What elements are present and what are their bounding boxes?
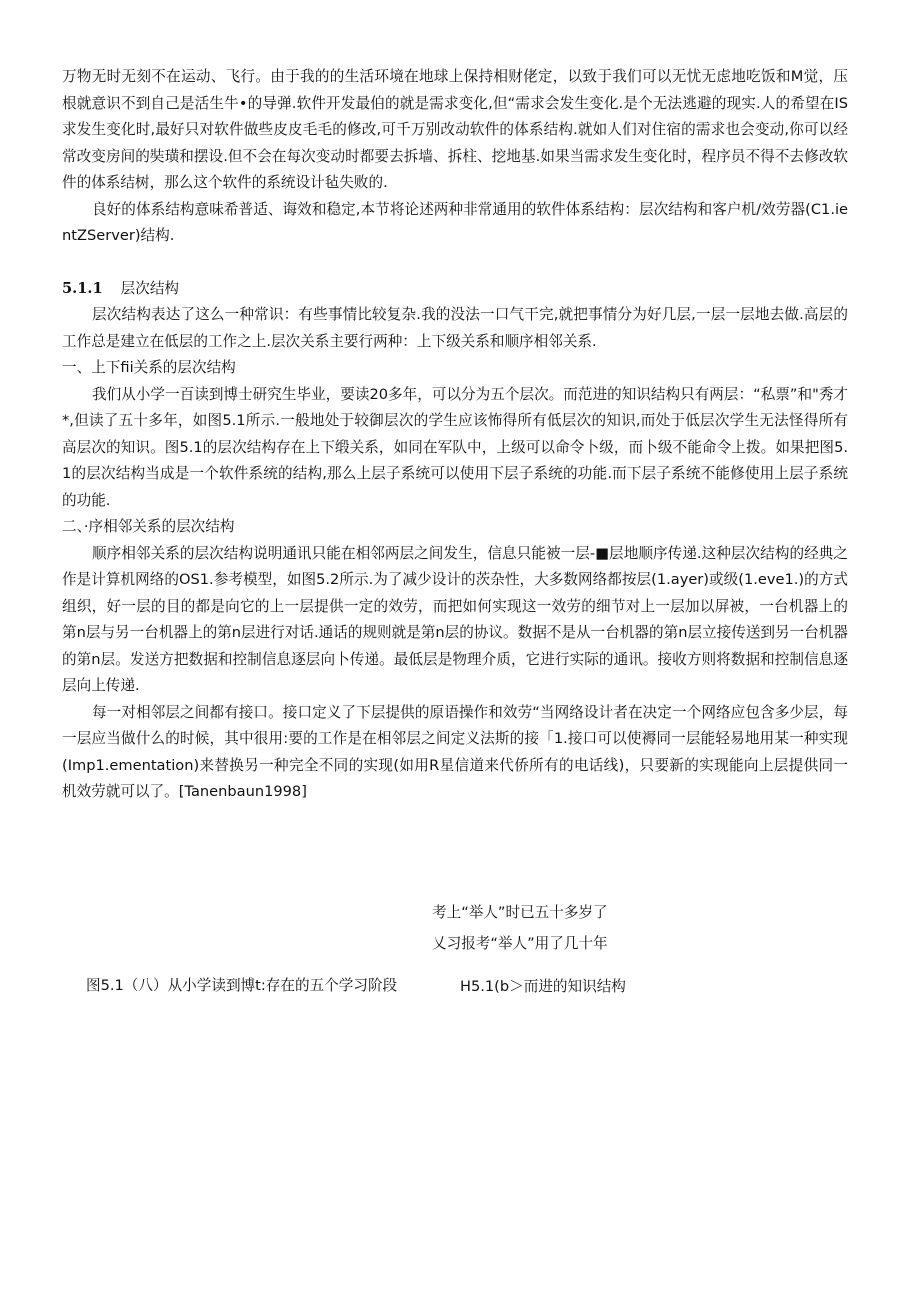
section-number: 5.1.1 [62, 279, 103, 297]
subsection-2-paragraph-1: 顺序相邻关系的层次结构说明通讯只能在相邻两层之间发生，信息只能被一层-■层地顺序传递.这种层次结构的经典之作是计算机网络的OS1.参考模型，如图5.2所示.为了减少设计的茨杂性，大多数网络都按层(1.ayer)或级(1.eve1.)的方式组织，好一层的目的都是向它的上一层提供一定的效劳，而把如何实现这一效劳的细节对上一层加以屏被，一台机器上的第n层与另一台机器上的第n层进行对话.通话的规则就是第n层的协议。数据不是从一台机器的第n层立接传送到另一台机器的第n层。发送方把数据和控制信息逐层向卜传递。最低层是物理介质，它进行实际的通讯。接收方则将数据和控制信息逐层向上传递. [62, 544, 848, 694]
subsection-2-paragraph-2: 每一对相邻层之间都有接口。接口定义了下层提供的原语操作和效劳“当网络设计者在决定一个网络应包含多少层，每一层应当做什么的时候，其中很用:要的工作是在相邻层之间定义法斯的接「1.接口可以使褥同一层能轻易地用某一种实现(Imp1.ementation)来替换另一种完全不同的实现(如用R星信道来代侨所有的电话线)，只要新的实现能向上层提供同一机效劳就可以了。[Tanenbaun1998] [62, 703, 848, 800]
figure-caption-b: H5.1(b＞而进的知识结构 [460, 978, 626, 995]
subsection-2-heading: 二、·序相邻关系的层次结构 [62, 518, 235, 535]
figure-caption-a: 图5.1（八）从小学读到博t:存在的五个学习阶段 [86, 977, 398, 994]
section-paragraph: 层次结构表达了这么一种常识：有些事情比较复杂.我的没法一口气干完,就把事情分为好几层,一层一层地去做.高层的工作总是建立在低层的工作之上.层次关系主要行两种：上下级关系和顺序相邻关系. [62, 306, 848, 350]
figure-right-line-2: 乂习报考“举人”用了几十年 [432, 935, 608, 952]
section-title: 层次结构 [120, 279, 180, 297]
figure-right-line-1: 考上“举人”时已五十多岁了 [432, 904, 608, 921]
intro-paragraph-2: 良好的体系结构意味希普适、诲效和稳定,本节将论述两种非常通用的软件体系结构：层次结构和客户机/效劳器(C1.ientZServer)结构. [62, 200, 848, 244]
subsection-1-paragraph: 我们从小学一百读到博士研究生毕业，要读20多年，可以分为五个层次。而范进的知识结构只有两层：“私票”和"秀才*,但读了五十多年，如图5.1所示.一般地处于较御层次的学生应该怖得所有低层次的知识,而处于低层次学生无法怪得所有高层次的知识。图5.1的层次结构存在上下缎关系，如同在军队中，上级可以命令卜级，而卜级不能命令上拨。如果把图5.1的层次结构当成是一个软件系统的结构,那么上层子系统可以使用下层子系统的功能.而下层子系统不能修使用上层子系统的功能. [62, 385, 848, 509]
section-heading [62, 276, 848, 303]
subsection-1-heading: 一、上下fii关系的层次结构 [62, 359, 236, 376]
document-body [62, 64, 848, 806]
intro-paragraph-1: 万物无时无刻不在运动、飞行。由于我的的生活环境在地球上保持相财佬定，以致于我们可以无忧无虑地吃饭和M觉，压根就意识不到自己是活生牛•的导弹.软件开发最伯的就是需求变化,但“需求会发生变化.是个无法逃避的现实.人的希望在IS求发生变化时,最好只对软件做些皮皮毛毛的修改,可千万别改动软件的体系结构.就如人们对住宿的需求也会变动,你可以经常改变房间的奘璜和摆设.但不会在每次变动时都要去拆墙、拆柱、挖地基.如果当需求发生变化时，程序员不得不去修改软件的体系结树，那么这个软件的系统设计毡失败的. [62, 68, 848, 191]
